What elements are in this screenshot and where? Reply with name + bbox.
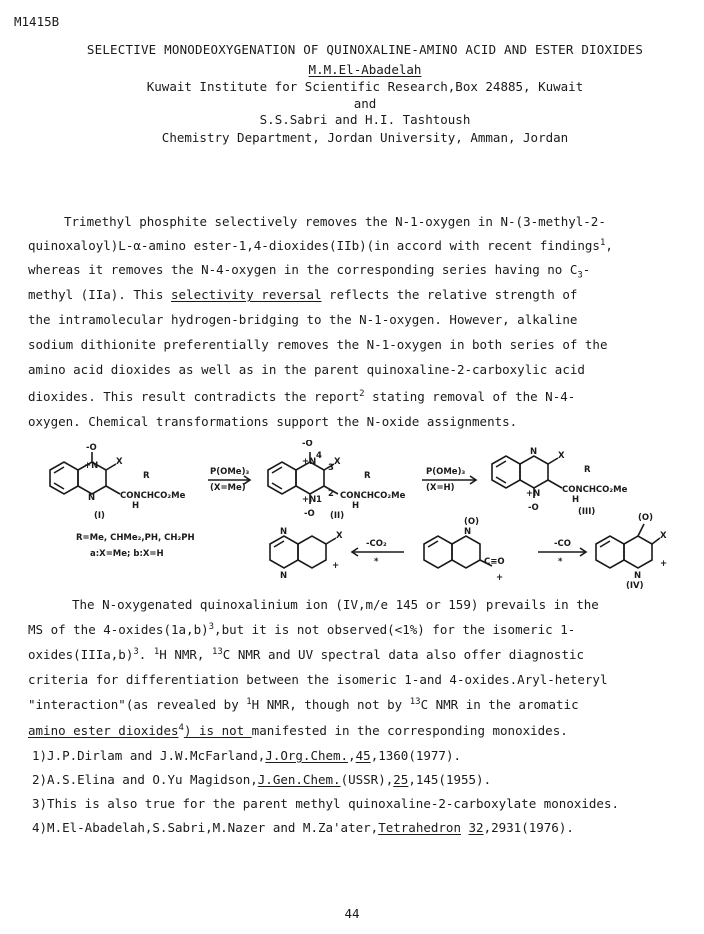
para2-line2 xyxy=(28,622,575,637)
ref2-a: 2)A.S.Elina and O.Yu Magidson, xyxy=(32,772,258,787)
star-1: * xyxy=(374,557,379,567)
para2-l3-a: oxides(IIIa,b) xyxy=(28,647,134,663)
label-ii: (II) xyxy=(330,511,345,521)
ion-n-bottom: N xyxy=(280,571,288,581)
ion-n-top: N xyxy=(280,527,288,537)
iii-h: H xyxy=(572,495,580,505)
ii-side-chain: CONCHCO₂Me xyxy=(340,491,406,501)
para2-l3-c: H NMR, xyxy=(159,647,212,663)
ref-sup-3a: 3 xyxy=(208,622,215,632)
para1-line4 xyxy=(28,287,577,302)
para2-l2-a: MS of the 4-oxides(1a,b) xyxy=(28,622,209,638)
para1-l3-b: - xyxy=(582,262,591,277)
para2-l5-b: H NMR, though not by xyxy=(251,697,410,713)
ii-num1: 1 xyxy=(316,495,322,505)
reference-1 xyxy=(32,748,461,763)
ii-num2: 2 xyxy=(328,489,334,499)
label-i: (I) xyxy=(94,511,105,521)
quinoxalinium-ion-structure xyxy=(270,536,336,568)
r-definition: R=Me, CHMe₂,PH, CH₂PH xyxy=(76,533,195,543)
para1-line5: the intramolecular hydrogen-bridging to the N-1-oxygen. However, alkaline xyxy=(28,312,578,327)
h1-sup-2: 1 xyxy=(246,697,252,707)
affiliation-jordan: Chemistry Department, Jordan University, Amman, Jordan xyxy=(161,130,569,145)
para1-line2 xyxy=(28,238,613,253)
ref1-a: 1)J.P.Dirlam and J.W.McFarland, xyxy=(32,748,266,763)
para1-l4-b: reflects the relative strength of xyxy=(321,287,578,302)
para1-l2-b: -amino ester-1,4-dioxides(IIb)(in accord with recent findings xyxy=(140,238,600,254)
para2-line6 xyxy=(28,723,568,738)
star-2: * xyxy=(558,557,563,567)
label-iv: (IV) xyxy=(626,581,644,590)
ref1-c: ,1360(1977). xyxy=(370,748,461,763)
para1-l8-a: dioxides. This result contradicts the report xyxy=(28,389,360,405)
para1-l4-a: methyl (IIa). This xyxy=(28,287,171,302)
para1-l2-a: quinoxaloyl)L- xyxy=(28,238,134,254)
para2-l3-b: . xyxy=(138,647,154,663)
label-iii: (III) xyxy=(578,507,596,517)
reagent1-bottom: (X=Me) xyxy=(210,483,246,493)
author-primary-name: M.M.El-Abadelah xyxy=(308,62,422,77)
ref2-journal: J.Gen.Chem. xyxy=(257,772,341,787)
para1-l3-a: whereas it removes the N-4-oxygen in the corresponding series having no C xyxy=(28,262,578,277)
ref-sup-4: 4 xyxy=(178,723,184,733)
i-o-minus: -O xyxy=(86,443,97,453)
iii-o-minus: -O xyxy=(528,503,539,513)
reagent2-top: P(OMe)₃ xyxy=(426,467,466,477)
ii-num4: 4 xyxy=(316,451,322,461)
para2-l2-b: ,but it is not observed(<1%) for the isomeric 1- xyxy=(214,622,576,638)
affiliation-kuwait: Kuwait Institute for Scientific Research,Box 24885, Kuwait xyxy=(146,79,584,94)
minus-co2: -CO₂ xyxy=(366,539,387,549)
i-n: N xyxy=(88,493,96,503)
ii-num3: 3 xyxy=(328,463,334,473)
acylium-plus: + xyxy=(496,573,504,583)
para2-l5-a: "interaction"(as revealed by xyxy=(28,697,247,713)
ref-sup-3b: 3 xyxy=(133,647,139,657)
iii-x: X xyxy=(558,451,565,461)
paper-title: SELECTIVE MONODEOXYGENATION OF QUINOXALINE-AMINO ACID AND ESTER DIOXIDES xyxy=(86,42,644,57)
ref2-c: ,145(1955). xyxy=(408,772,492,787)
alpha-symbol: α xyxy=(133,238,141,254)
reference-2 xyxy=(32,772,491,787)
ii-plus-n-top: +N xyxy=(302,457,317,467)
i-plus-n: +N xyxy=(84,461,99,471)
ref4-journal: Tetrahedron xyxy=(378,820,461,835)
h1-sup: 1 xyxy=(153,647,160,657)
minus-co: -CO xyxy=(554,539,571,549)
para2-l6-underlined-1: amino ester dioxides xyxy=(28,723,179,739)
i-side-chain: CONCHCO₂Me xyxy=(120,491,186,501)
document-code: M1415B xyxy=(14,14,60,29)
para2-l6-b: manifested in the corresponding monoxides. xyxy=(251,723,568,739)
compound-iv-structure xyxy=(596,524,660,568)
ref-sup-2: 2 xyxy=(359,389,365,399)
ref4-volume: 32 xyxy=(468,820,484,835)
para2-line5 xyxy=(28,697,579,712)
para1-line6: sodium dithionite preferentially removes the N-1-oxygen in both series of the xyxy=(28,337,608,352)
iv-n: N xyxy=(634,571,642,581)
reaction-scheme xyxy=(40,440,680,590)
reference-3: 3)This is also true for the parent methyl quinoxaline-2-carboxylate monoxides. xyxy=(32,796,619,811)
para2-l6-underlined-2: ) is not xyxy=(183,723,252,739)
para1-line9: oxygen. Chemical transformations support the N-oxide assignments. xyxy=(28,414,518,429)
iii-n-top: N xyxy=(530,447,538,457)
reference-4 xyxy=(32,820,574,835)
i-r: R xyxy=(143,471,150,481)
para2-line3 xyxy=(28,647,584,662)
iii-plus-n: +N xyxy=(526,489,541,499)
acylium-co: C≡O xyxy=(484,557,505,567)
ref2-volume: 25 xyxy=(393,772,409,787)
para2-line1: The N-oxygenated quinoxalinium ion (IV,m/e 145 or 159) prevails in the xyxy=(72,597,599,612)
ref1-volume: 45 xyxy=(355,748,371,763)
ref4-b xyxy=(461,820,469,835)
ref1-b: , xyxy=(348,748,356,763)
c3-sub: 3 xyxy=(577,270,583,281)
ref4-c: ,2931(1976). xyxy=(483,820,574,835)
para1-line8 xyxy=(28,389,575,404)
ii-x: X xyxy=(334,457,341,467)
ref-sup-1: 1 xyxy=(599,238,606,248)
para1-l8-b: stating removal of the N-4- xyxy=(364,389,576,405)
ii-plus-n-bottom: +N xyxy=(302,495,317,505)
compound-i-structure xyxy=(50,452,120,494)
c13-sup: 13 xyxy=(211,647,223,657)
iv-x: X xyxy=(660,531,667,541)
ii-o-minus-top: -O xyxy=(302,440,313,449)
iii-side-chain: CONCHCO₂Me xyxy=(562,485,628,495)
and-separator: and xyxy=(353,96,377,111)
i-x: X xyxy=(116,457,123,467)
acylium-ion-structure xyxy=(424,536,492,568)
c13-sup-2: 13 xyxy=(409,697,421,707)
ii-r: R xyxy=(364,471,371,481)
para2-l5-c: C NMR in the aromatic xyxy=(420,697,579,713)
ii-h: H xyxy=(352,501,360,511)
i-h: H xyxy=(132,501,140,511)
para1-line3 xyxy=(28,262,590,281)
ref4-a: 4)M.El-Abadelah,S.Sabri,M.Nazer and M.Za'ater, xyxy=(32,820,379,835)
authors-secondary: S.S.Sabri and H.I. Tashtoush xyxy=(259,112,471,127)
reagent2-bottom: (X=H) xyxy=(426,483,455,493)
para2-l3-d: C NMR and UV spectral data also offer diagnostic xyxy=(222,647,585,663)
para1-line1: Trimethyl phosphite selectively removes the N-1-oxygen in N-(3-methyl-2- xyxy=(64,214,606,229)
selectivity-reversal-phrase: selectivity reversal xyxy=(171,287,322,302)
reagent1-top: P(OMe)₃ xyxy=(210,467,250,477)
ion-plus: + xyxy=(332,561,340,571)
ion-x: X xyxy=(336,531,343,541)
ref1-journal: J.Org.Chem. xyxy=(265,748,349,763)
iv-plus: + xyxy=(660,559,668,569)
para2-line4: criteria for differentiation between the isomeric 1-and 4-oxides.Aryl-heteryl xyxy=(28,672,608,687)
ii-o-minus-bottom: -O xyxy=(304,509,315,519)
acylium-oxygen: (O) xyxy=(464,517,479,527)
x-definition: a:X=Me; b:X=H xyxy=(90,549,164,559)
acylium-n-top: N xyxy=(464,527,472,537)
iv-oxygen: (O) xyxy=(638,513,653,523)
iii-r: R xyxy=(584,465,591,475)
para1-l2-c: , xyxy=(605,238,613,254)
ref2-b: (USSR), xyxy=(340,772,394,787)
para1-line7: amino acid dioxides as well as in the parent quinoxaline-2-carboxylic acid xyxy=(28,362,585,377)
page-number: 44 xyxy=(344,906,360,921)
